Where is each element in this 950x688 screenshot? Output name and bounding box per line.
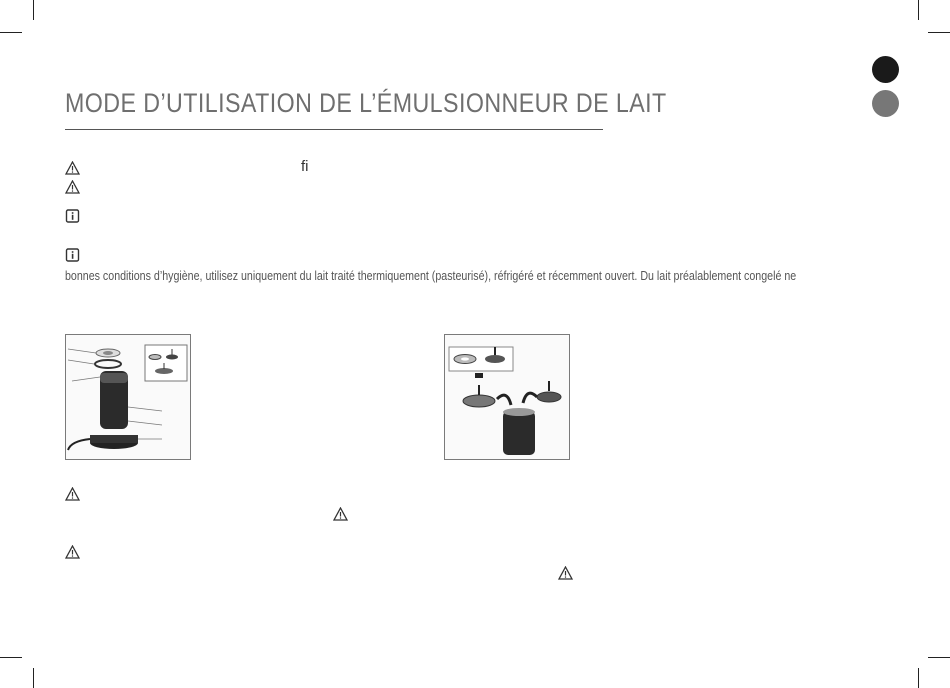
crop-mark	[33, 0, 34, 20]
warning-icon	[65, 180, 80, 194]
title-divider	[65, 129, 603, 130]
crop-mark	[0, 657, 22, 658]
figure-frother-parts	[65, 334, 191, 460]
info-icon	[65, 209, 80, 223]
language-tab-dark[interactable]	[872, 56, 899, 83]
warning-icon	[65, 161, 80, 175]
fi-ligature-text: fi	[301, 158, 309, 175]
body-text-line: bonnes conditions d’hygiène, utilisez uniquement du lait traité thermiquement (pasteurisé), réfrigéré et récemment ouvert. Du lait préalablement congelé ne	[65, 268, 797, 283]
warning-icon	[65, 545, 80, 559]
crop-mark	[928, 657, 950, 658]
crop-mark	[0, 32, 22, 33]
info-icon	[65, 248, 80, 262]
crop-mark	[918, 0, 919, 20]
crop-mark	[918, 668, 919, 688]
figure-whisk-swap	[444, 334, 570, 460]
warning-icon	[558, 566, 573, 580]
crop-mark	[928, 32, 950, 33]
warning-icon	[65, 487, 80, 501]
language-tab-grey[interactable]	[872, 90, 899, 117]
crop-mark	[33, 668, 34, 688]
warning-icon	[333, 507, 348, 521]
page-title: MODE D’UTILISATION DE L’ÉMULSIONNEUR DE LAIT	[65, 88, 667, 118]
